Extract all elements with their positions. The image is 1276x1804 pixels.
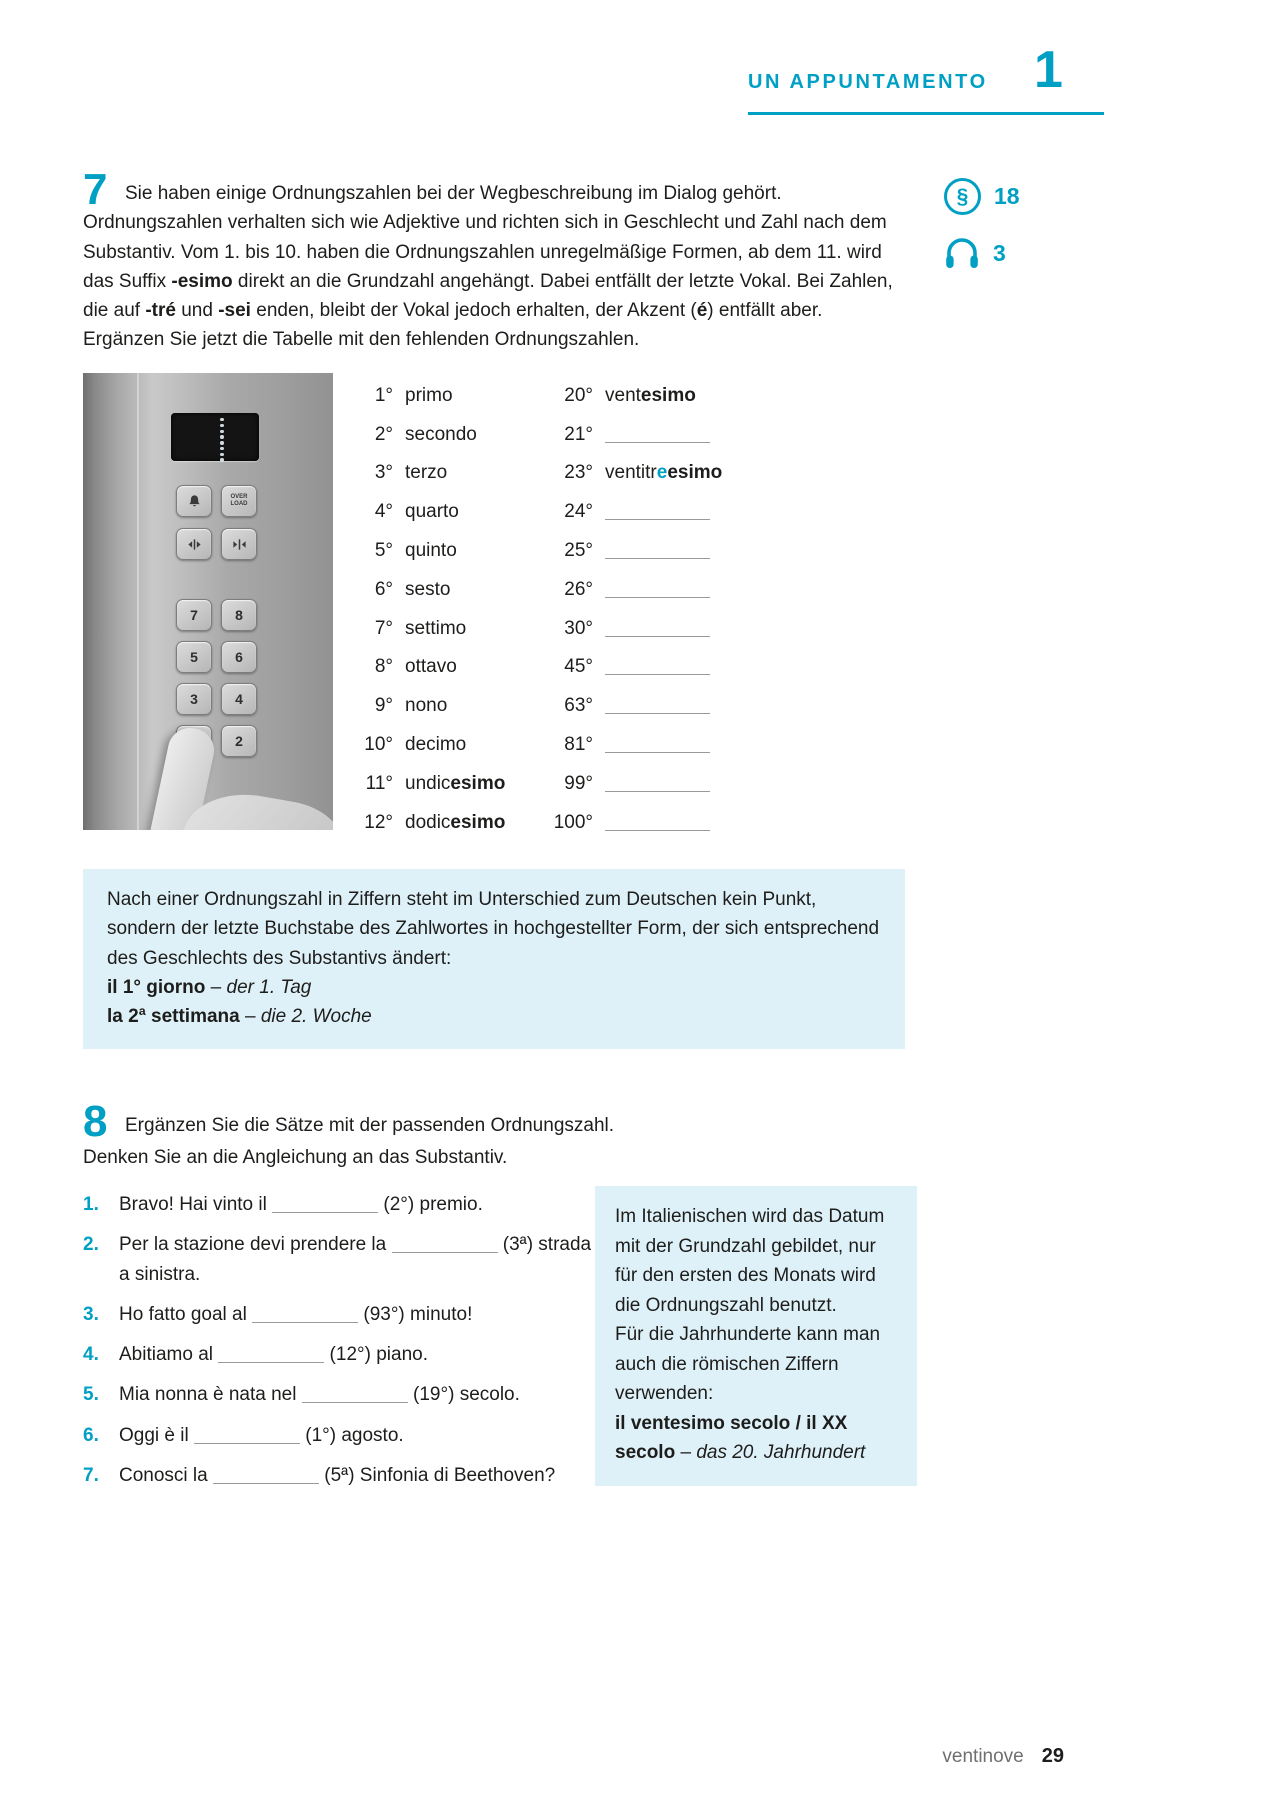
fill-in-blank <box>213 1482 319 1484</box>
ordinal-figure-left: 10° <box>364 733 393 755</box>
chapter-number: 1 <box>1034 41 1063 99</box>
fill-in-blank <box>218 1361 324 1363</box>
table-row <box>335 764 781 803</box>
ordinal-figure-right: 24° <box>564 501 593 523</box>
item-number: 7. <box>83 1465 99 1487</box>
item-sentence: Per la stazione devi prendere la (3ª) strada a sinistra. <box>119 1234 592 1285</box>
grammar-info-box <box>83 869 905 1049</box>
elevator-door-close-button <box>221 528 257 560</box>
ordinal-word-right <box>601 769 781 798</box>
exercise-7-intro: Sie haben einige Ordnungszahlen bei der Wegbeschreibung im Dialog gehört. Ordnungszahlen verhalten sich wie Adjektive und richten sich in Geschlecht und Zahl nach dem Substantiv. Vom 1. bis 10. haben die Ordnungszahlen unregelmäßige Formen, ab dem 11. wird das Suffix -esimo direkt an die Grundzahl angehängt. Dabei entfällt der letzte Vokal. Bei Zahlen, die auf -tré und -sei enden, bleibt der Vokal jedoch erhalten, der Akzent (é) entfällt aber. <box>83 183 893 322</box>
ordinal-figure-left: 9° <box>374 695 393 717</box>
table-row <box>335 725 781 764</box>
info-box-example-2: la 2ª settimana – die 2. Woche <box>107 1006 372 1028</box>
header-rule <box>748 112 1104 115</box>
item-number: 1. <box>83 1194 99 1215</box>
item-number: 4. <box>83 1344 99 1366</box>
exercise-7-task: Ergänzen Sie jetzt die Tabelle mit den fehlenden Ordnungszahlen. <box>83 329 640 351</box>
ordinal-word-right <box>601 536 781 565</box>
ordinal-figure-left: 1° <box>374 384 393 406</box>
list-item <box>83 1461 595 1490</box>
exercise-7-text <box>83 179 913 355</box>
item-sentence: Abitiamo al (12°) piano. <box>119 1344 428 1366</box>
list-item <box>83 1380 595 1409</box>
item-sentence: Oggi è il (1°) agosto. <box>119 1424 404 1446</box>
date-info-box <box>595 1186 917 1486</box>
fill-in-blank <box>605 829 710 831</box>
ordinal-word-left: secondo <box>405 423 477 445</box>
ordinal-figure-left: 11° <box>365 772 393 794</box>
ordinal-figure-right: 99° <box>564 772 593 794</box>
ordinal-word-left: settimo <box>405 617 467 639</box>
exercise-7-number: 7 <box>83 165 108 214</box>
ordinal-figure-right: 23° <box>564 462 593 484</box>
table-row <box>335 492 781 531</box>
fill-in-blank <box>605 596 710 598</box>
grammar-reference <box>944 178 1020 215</box>
item-sentence: Bravo! Hai vinto il (2°) premio. <box>119 1194 483 1215</box>
item-sentence: Ho fatto goal al (93°) minuto! <box>119 1303 473 1325</box>
fill-in-blank <box>605 790 710 792</box>
ordinal-figure-right: 26° <box>564 578 593 600</box>
exercise-8-instruction-2: Denken Sie an die Angleichung an das Substantiv. <box>83 1147 508 1168</box>
elevator-floor-button: 7 <box>176 599 212 631</box>
ordinal-word-right <box>601 575 781 604</box>
table-row <box>335 454 781 493</box>
fill-in-blank <box>605 518 710 520</box>
door-close-icon <box>232 537 247 552</box>
ordinal-figure-left: 8° <box>374 656 393 678</box>
ordinal-word-right <box>601 808 781 837</box>
ordinal-word-right: ventitreesimo <box>605 462 723 484</box>
ordinal-figure-right: 25° <box>564 539 593 561</box>
fill-in-blank <box>252 1321 358 1323</box>
ordinal-word-right <box>601 497 781 526</box>
elevator-bell-button <box>176 485 212 517</box>
list-item <box>83 1230 595 1289</box>
exercise-8-instruction-1: Ergänzen Sie die Sätze mit der passenden Ordnungszahl. <box>125 1115 615 1136</box>
chapter-title: UN APPUNTAMENTO <box>748 71 988 93</box>
table-row <box>335 803 781 842</box>
elevator-overload-button: OVER LOAD <box>221 485 257 517</box>
audio-track-number: 3 <box>993 240 1006 267</box>
elevator-floor-button: 5 <box>176 641 212 673</box>
page-number: 29 <box>1041 1745 1064 1767</box>
elevator-door-open-button <box>176 528 212 560</box>
page-number-word: ventinove <box>942 1746 1024 1767</box>
item-number: 2. <box>83 1234 99 1256</box>
ordinal-word-right <box>601 652 781 681</box>
ordinal-figure-left: 7° <box>374 617 393 639</box>
ordinal-word-right <box>601 730 781 759</box>
fill-in-blank <box>392 1251 498 1253</box>
item-sentence: Mia nonna è nata nel (19°) secolo. <box>119 1384 520 1406</box>
table-row <box>335 376 781 415</box>
elevator-floor-button: 8 <box>221 599 257 631</box>
panel-seam <box>137 373 139 830</box>
door-open-icon <box>187 537 202 552</box>
ordinal-word-left: undicesimo <box>405 772 506 794</box>
ordinal-word-left: quinto <box>405 539 457 561</box>
ordinal-figure-left: 6° <box>374 578 393 600</box>
audio-reference <box>944 238 1006 270</box>
ordinal-figure-right: 100° <box>553 811 593 833</box>
fill-in-blank <box>605 673 710 675</box>
ordinal-word-right <box>601 614 781 643</box>
fill-in-blank <box>302 1401 408 1403</box>
ordinal-word-right <box>601 420 781 449</box>
fill-in-blank <box>272 1211 378 1213</box>
info-box-body: Nach einer Ordnungszahl in Ziffern steht im Unterschied zum Deutschen kein Punkt, sondern der letzte Buchstabe des Zahlwortes in hochgestellter Form, der sich entsprechend des Geschlechts des Substantivs ändert: <box>107 889 880 969</box>
ordinal-figure-left: 2° <box>374 423 393 445</box>
ordinal-numbers-table <box>335 376 781 842</box>
ordinal-word-right: ventesimo <box>605 384 696 406</box>
exercise-8-heading <box>83 1110 783 1174</box>
fill-in-blank <box>605 635 710 637</box>
list-item <box>83 1340 595 1369</box>
side-box-body: Im Italienischen wird das Datum mit der Grundzahl gebildet, nur für den ersten des Monats wird die Ordnungszahl benutzt. Für die Jahrhunderte kann man auch die römischen Ziffern verwenden: il ventesimo secolo / il XX secolo – das 20. Jahrhundert <box>615 1206 885 1463</box>
ordinal-word-left: ottavo <box>405 656 457 678</box>
ordinal-figure-right: 81° <box>564 733 593 755</box>
ordinal-figure-right: 30° <box>564 617 593 639</box>
ordinal-word-left: nono <box>405 695 448 717</box>
table-row <box>335 531 781 570</box>
item-number: 6. <box>83 1424 99 1446</box>
ordinal-figure-right: 20° <box>564 384 593 406</box>
exercise-8-sentences <box>83 1190 595 1501</box>
ordinal-word-left: terzo <box>405 462 448 484</box>
list-item <box>83 1421 595 1450</box>
table-row <box>335 648 781 687</box>
elevator-floor-display <box>171 413 259 461</box>
grammar-reference-number: 18 <box>994 182 1020 209</box>
fill-in-blank <box>194 1442 300 1444</box>
fill-in-blank <box>605 751 710 753</box>
display-dot-indicator <box>220 418 223 462</box>
fill-in-blank <box>605 441 710 443</box>
ordinal-word-right <box>601 691 781 720</box>
ordinal-figure-left: 4° <box>374 501 393 523</box>
table-row <box>335 609 781 648</box>
ordinal-figure-left: 5° <box>374 539 393 561</box>
ordinal-word-left: primo <box>405 384 453 406</box>
ordinal-figure-right: 63° <box>564 695 593 717</box>
elevator-floor-button: 3 <box>176 683 212 715</box>
item-sentence: Conosci la (5ª) Sinfonia di Beethoven? <box>119 1465 556 1487</box>
table-row <box>335 686 781 725</box>
list-item <box>83 1300 595 1329</box>
ordinal-word-left: decimo <box>405 733 467 755</box>
elevator-floor-button: 6 <box>221 641 257 673</box>
fill-in-blank <box>605 557 710 559</box>
bell-icon <box>187 494 202 509</box>
info-box-example-1: il 1° giorno – der 1. Tag <box>107 976 312 998</box>
item-number: 3. <box>83 1303 99 1325</box>
ordinal-word-left: sesto <box>405 578 451 600</box>
ordinal-word-left: quarto <box>405 501 459 523</box>
ordinal-figure-left: 3° <box>374 462 393 484</box>
table-row <box>335 570 781 609</box>
page-footer <box>900 1742 1064 1771</box>
ordinal-figure-right: 45° <box>564 656 593 678</box>
ordinal-word-left: dodicesimo <box>405 811 506 833</box>
fill-in-blank <box>605 712 710 714</box>
elevator-floor-button: 2 <box>221 725 257 757</box>
ordinal-figure-right: 21° <box>564 423 593 445</box>
elevator-floor-button: 4 <box>221 683 257 715</box>
headphones-icon <box>944 238 980 270</box>
list-item <box>83 1190 595 1219</box>
item-number: 5. <box>83 1384 99 1406</box>
ordinal-figure-left: 12° <box>364 811 393 833</box>
table-row <box>335 415 781 454</box>
paragraph-icon: § <box>944 178 981 215</box>
exercise-8-number: 8 <box>83 1097 108 1146</box>
elevator-panel-photo <box>83 373 333 830</box>
